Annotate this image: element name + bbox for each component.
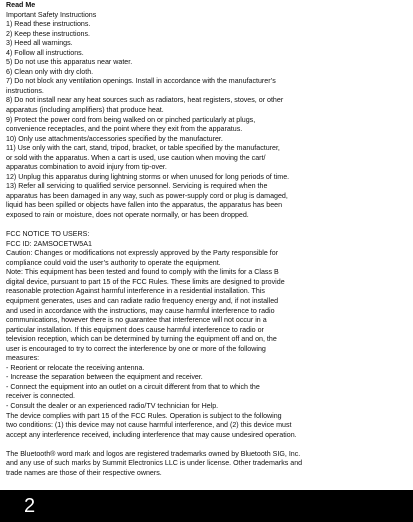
fcc-notice-line: user is encouraged to try to correct the interference by one or more of the following: [6, 344, 266, 353]
safety-instruction-line: 5) Do not use this apparatus near water.: [6, 58, 133, 67]
fcc-notice-line: accept any interference received, including interference that may cause undesired operation.: [6, 430, 297, 439]
safety-heading: Important Safety Instructions: [6, 10, 97, 19]
fcc-section: [6, 230, 408, 440]
fcc-notice-line: communications, however there is no guarantee that interference will not occur in a: [6, 316, 267, 325]
fcc-notice-line: - Connect the equipment into an outlet on a circuit different from that to which the: [6, 382, 260, 391]
safety-instruction-line: exposed to rain or moisture, does not operate normally, or has been dropped.: [6, 211, 249, 220]
safety-instruction-line: 2) Keep these instructions.: [6, 29, 90, 38]
safety-instruction-line: 7) Do not block any ventilation openings. Install in accordance with the manufacturer’s: [6, 77, 276, 86]
fcc-notice-line: - Consult the dealer or an experienced radio/TV technician for Help.: [6, 401, 219, 410]
safety-instruction-line: apparatus (including amplifiers) that produce heat.: [6, 106, 164, 115]
safety-instruction-line: 13) Refer all servicing to qualified service personnel. Servicing is required when the: [6, 182, 268, 191]
document-title: Read Me: [6, 1, 36, 9]
trademark-notice-text: [6, 450, 408, 479]
fcc-notice-line: receiver is connected.: [6, 392, 76, 401]
fcc-notice-text: [6, 249, 408, 440]
safety-instructions-list: [6, 20, 408, 220]
safety-instruction-line: 8) Do not install near any heat sources such as radiators, heat registers, stoves, or other: [6, 96, 284, 105]
safety-instruction-line: apparatus has been damaged in any way, such as power-supply cord or plug is damaged,: [6, 191, 288, 200]
fcc-id: FCC ID: 2AMSOCETW5A1: [6, 239, 92, 248]
fcc-notice-line: equipment generates, uses and can radiate radio frequency energy and, if not installed: [6, 296, 279, 305]
fcc-notice-line: television reception, which can be determined by turning the equipment off and on, the: [6, 335, 277, 344]
trademark-line: The Bluetooth® word mark and logos are registered trademarks owned by Bluetooth SIG, Inc.: [6, 449, 301, 458]
trademark-section: [6, 450, 408, 479]
safety-instruction-line: 4) Follow all instructions.: [6, 48, 84, 57]
page-footer-bar: [0, 490, 413, 522]
safety-instruction-line: convenience receptacles, and the point where they exit from the apparatus.: [6, 125, 243, 134]
fcc-notice-line: - Increase the separation between the equipment and receiver.: [6, 373, 203, 382]
safety-instruction-line: liquid has been spilled or objects have fallen into the apparatus, the apparatus has been: [6, 201, 283, 210]
safety-instruction-line: instructions.: [6, 86, 44, 95]
fcc-notice-line: Note: This equipment has been tested and found to comply with the limits for a Class B: [6, 268, 279, 277]
safety-instruction-line: 1) Read these instructions.: [6, 20, 91, 29]
safety-instruction-line: 9) Protect the power cord from being walked on or pinched particularly at plugs,: [6, 115, 256, 124]
fcc-notice-line: digital device, pursuant to part 15 of the FCC Rules. These limits are designed to provide: [6, 277, 285, 286]
section-spacer: [6, 221, 408, 231]
trademark-line: trade names are those of their respective owners.: [6, 468, 162, 477]
safety-instruction-line: 10) Only use attachments/accessories specified by the manufacturer.: [6, 134, 223, 143]
fcc-notice-line: two conditions: (1) this device may not cause harmful interference, and (2) this device must: [6, 421, 292, 430]
safety-instruction-line: apparatus combination to avoid injury from tip-over.: [6, 163, 167, 172]
safety-instruction-line: or sold with the apparatus. When a cart is used, use caution when moving the cart/: [6, 153, 266, 162]
fcc-notice-line: particular installation. If this equipment does cause harmful interference to radio or: [6, 325, 264, 334]
safety-instruction-line: 11) Use only with the cart, stand, tripod, bracket, or table specified by the manufacturer,: [6, 144, 280, 153]
safety-instruction-line: 12) Unplug this apparatus during lightning storms or when unused for long periods of time.: [6, 172, 290, 181]
fcc-heading: FCC NOTICE TO USERS:: [6, 230, 90, 239]
fcc-notice-line: measures:: [6, 354, 40, 363]
fcc-notice-line: Caution: Changes or modifications not expressly approved by the Party responsible for: [6, 249, 279, 258]
document-body: [6, 1, 408, 478]
fcc-notice-line: compliance could void the user’s authority to operate the equipment.: [6, 258, 221, 267]
page-number: 2: [24, 495, 36, 517]
safety-section: [6, 11, 408, 221]
section-spacer: [6, 440, 408, 450]
trademark-line: and any use of such marks by Summit Electronics LLC is under license. Other trademarks and: [6, 459, 303, 468]
safety-instruction-line: 6) Clean only with dry cloth.: [6, 67, 94, 76]
fcc-notice-line: and used in accordance with the instructions, may cause harmful interference to radio: [6, 306, 275, 315]
fcc-notice-line: The device complies with part 15 of the FCC Rules. Operation is subject to the following: [6, 411, 282, 420]
fcc-notice-line: reasonable protection Against harmful interference in a residential installation. This: [6, 287, 265, 296]
fcc-notice-line: - Reorient or relocate the receiving antenna.: [6, 363, 145, 372]
safety-instruction-line: 3) Heed all warnings.: [6, 39, 73, 48]
